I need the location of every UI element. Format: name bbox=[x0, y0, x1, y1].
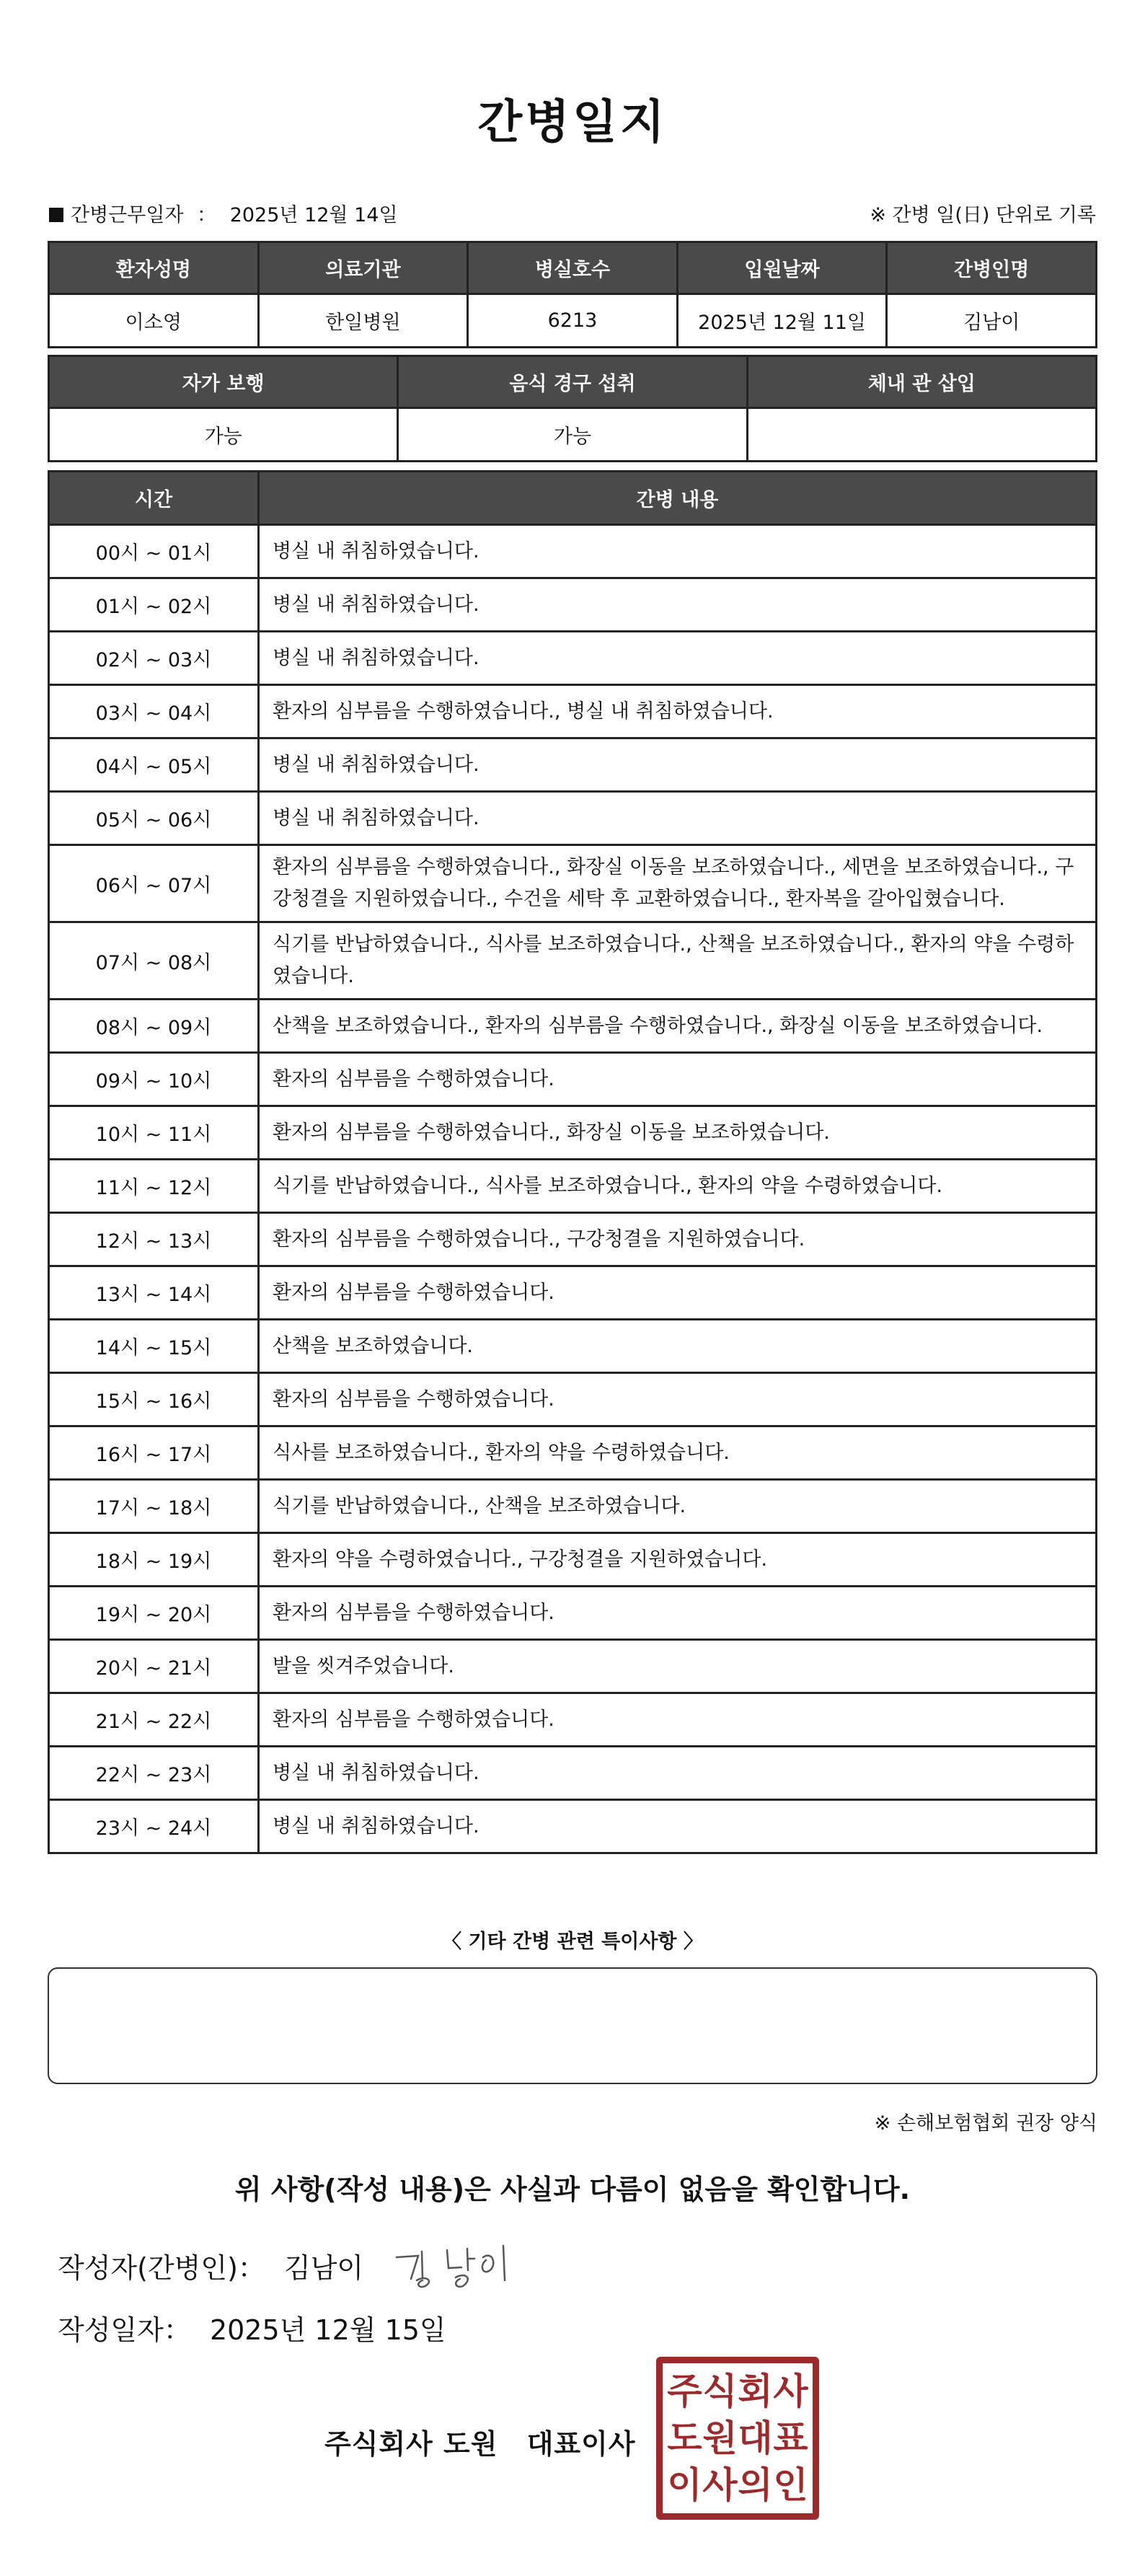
square-bullet-icon bbox=[49, 208, 63, 222]
care-log-table bbox=[48, 470, 1097, 1854]
recommend-note: ※ 손해보험협회 권장 양식 bbox=[874, 2112, 1097, 2135]
log-time-cell: 20시 ~ 21시 bbox=[49, 1640, 259, 1693]
header-patient-name: 환자성명 bbox=[49, 242, 259, 294]
header-admission-date: 입원날짜 bbox=[677, 242, 887, 294]
header-hospital: 의료기관 bbox=[258, 242, 468, 294]
table-row bbox=[49, 1266, 1097, 1320]
unit-note: ※ 간병 일(日) 단위로 기록 bbox=[870, 204, 1096, 226]
company-line bbox=[324, 2422, 636, 2461]
log-time-cell: 00시 ~ 01시 bbox=[49, 525, 259, 578]
log-content-cell: 병실 내 취침하였습니다. bbox=[259, 1747, 1097, 1800]
notes-box bbox=[48, 1967, 1097, 2084]
log-time-cell: 07시 ~ 08시 bbox=[49, 922, 259, 1000]
seal-character: 표 bbox=[773, 2416, 808, 2459]
patient-status-header-row bbox=[49, 356, 1097, 408]
seal-character: 도 bbox=[667, 2416, 702, 2459]
log-time-cell: 21시 ~ 22시 bbox=[49, 1693, 259, 1747]
log-time-cell: 10시 ~ 11시 bbox=[49, 1106, 259, 1160]
self-walking-value: 가능 bbox=[49, 408, 398, 462]
log-time-cell: 22시 ~ 23시 bbox=[49, 1747, 259, 1800]
log-content-cell: 환자의 심부름을 수행하였습니다. bbox=[259, 1693, 1097, 1747]
seal-character: 회 bbox=[738, 2369, 773, 2412]
table-row bbox=[49, 578, 1097, 632]
table-row bbox=[49, 1000, 1097, 1053]
log-time-cell: 04시 ~ 05시 bbox=[49, 738, 259, 792]
table-row bbox=[49, 1480, 1097, 1533]
log-time-cell: 03시 ~ 04시 bbox=[49, 685, 259, 738]
header-caregiver-name: 간병인명 bbox=[887, 242, 1097, 294]
page-title: 간병일지 bbox=[477, 96, 668, 149]
log-content-cell: 식기를 반납하였습니다., 식사를 보조하였습니다., 환자의 약을 수령하였습니다. bbox=[259, 1160, 1097, 1213]
care-log-body bbox=[49, 525, 1097, 1853]
header-oral-intake: 음식 경구 섭취 bbox=[398, 356, 747, 408]
log-content-cell: 산책을 보조하였습니다., 환자의 심부름을 수행하였습니다., 화장실 이동을 보조하였습니다. bbox=[259, 1000, 1097, 1053]
log-content-cell: 환자의 심부름을 수행하였습니다. bbox=[259, 1053, 1097, 1106]
log-content-cell: 식사를 보조하였습니다., 환자의 약을 수령하였습니다. bbox=[259, 1426, 1097, 1480]
header-tube-insertion: 체내 관 삽입 bbox=[747, 356, 1096, 408]
confirmation-statement: 위 사항(작성 내용)은 사실과 다름이 없음을 확인합니다. bbox=[234, 2174, 911, 2205]
table-row bbox=[49, 738, 1097, 792]
seal-character: 주 bbox=[667, 2369, 702, 2412]
log-time-cell: 13시 ~ 14시 bbox=[49, 1266, 259, 1320]
tube-insertion-value bbox=[747, 408, 1096, 462]
log-content-cell: 산책을 보조하였습니다. bbox=[259, 1320, 1097, 1373]
table-row bbox=[49, 525, 1097, 578]
table-row bbox=[49, 1426, 1097, 1480]
seal-character: 인 bbox=[773, 2463, 808, 2507]
log-content-cell: 환자의 심부름을 수행하였습니다., 구강청결을 지원하였습니다. bbox=[259, 1213, 1097, 1266]
log-content-cell: 병실 내 취침하였습니다. bbox=[259, 738, 1097, 792]
log-time-cell: 18시 ~ 19시 bbox=[49, 1533, 259, 1587]
log-content-cell: 환자의 심부름을 수행하였습니다. bbox=[259, 1373, 1097, 1426]
log-time-cell: 19시 ~ 20시 bbox=[49, 1587, 259, 1640]
log-time-cell: 08시 ~ 09시 bbox=[49, 1000, 259, 1053]
writer-name: 김남이 bbox=[284, 2252, 364, 2284]
log-content-cell: 병실 내 취침하였습니다. bbox=[259, 578, 1097, 632]
header-room-number: 병실호수 bbox=[468, 242, 678, 294]
table-row bbox=[49, 685, 1097, 738]
table-row bbox=[49, 792, 1097, 845]
seal-character: 이 bbox=[667, 2463, 702, 2507]
work-date-value: 2025년 12월 14일 bbox=[229, 204, 398, 226]
log-content-cell: 식기를 반납하였습니다., 산책을 보조하였습니다. bbox=[259, 1480, 1097, 1533]
work-date bbox=[49, 199, 398, 227]
admission-date-value: 2025년 12월 11일 bbox=[677, 294, 887, 348]
patient-info-header-row bbox=[49, 242, 1097, 294]
work-date-separator: ： bbox=[197, 204, 217, 226]
table-row bbox=[49, 1747, 1097, 1800]
table-row bbox=[49, 1800, 1097, 1853]
table-row bbox=[49, 1693, 1097, 1747]
log-time-cell: 09시 ~ 10시 bbox=[49, 1053, 259, 1106]
room-number-value: 6213 bbox=[468, 294, 678, 348]
table-row bbox=[49, 632, 1097, 685]
log-time-cell: 15시 ~ 16시 bbox=[49, 1373, 259, 1426]
log-time-cell: 01시 ~ 02시 bbox=[49, 578, 259, 632]
written-date-label: 작성일자： bbox=[58, 2314, 191, 2346]
notes-title: 〈 기타 간병 관련 특이사항 〉 bbox=[442, 1931, 703, 1953]
table-row bbox=[49, 845, 1097, 922]
patient-info-value-row bbox=[49, 294, 1097, 348]
table-row bbox=[49, 1160, 1097, 1213]
seal-character: 식 bbox=[702, 2369, 738, 2412]
patient-status-value-row bbox=[49, 408, 1097, 462]
log-time-cell: 14시 ~ 15시 bbox=[49, 1320, 259, 1373]
oral-intake-value: 가능 bbox=[398, 408, 747, 462]
log-content-cell: 병실 내 취침하였습니다. bbox=[259, 632, 1097, 685]
log-content-cell: 발을 씻겨주었습니다. bbox=[259, 1640, 1097, 1693]
log-time-cell: 23시 ~ 24시 bbox=[49, 1800, 259, 1853]
log-content-cell: 병실 내 취침하였습니다. bbox=[259, 792, 1097, 845]
writer-line bbox=[58, 2246, 363, 2285]
log-content-cell: 병실 내 취침하였습니다. bbox=[259, 525, 1097, 578]
table-row bbox=[49, 1533, 1097, 1587]
company-seal-stamp bbox=[656, 2357, 819, 2520]
writer-label: 작성자(간병인)： bbox=[58, 2252, 265, 2284]
written-date-line bbox=[58, 2308, 446, 2347]
log-content-cell: 환자의 심부름을 수행하였습니다. bbox=[259, 1266, 1097, 1320]
log-content-cell: 환자의 심부름을 수행하였습니다., 화장실 이동을 보조하였습니다. bbox=[259, 1106, 1097, 1160]
log-time-cell: 06시 ~ 07시 bbox=[49, 845, 259, 922]
table-row bbox=[49, 1640, 1097, 1693]
log-time-cell: 11시 ~ 12시 bbox=[49, 1160, 259, 1213]
company-name: 주식회사 도원 bbox=[324, 2428, 498, 2460]
written-date-value: 2025년 12월 15일 bbox=[209, 2314, 446, 2346]
log-time-cell: 16시 ~ 17시 bbox=[49, 1426, 259, 1480]
log-time-cell: 02시 ~ 03시 bbox=[49, 632, 259, 685]
patient-name-value: 이소영 bbox=[49, 294, 259, 348]
table-row bbox=[49, 922, 1097, 1000]
log-content-cell: 환자의 약을 수령하였습니다., 구강청결을 지원하였습니다. bbox=[259, 1533, 1097, 1587]
seal-character: 대 bbox=[738, 2416, 773, 2459]
log-content-cell: 환자의 심부름을 수행하였습니다., 화장실 이동을 보조하였습니다., 세면을 보조하였습니다., 구강청결을 지원하였습니다., 수건을 세탁 후 교환하였습니다., 환자복을 갈아입혔습니다. bbox=[259, 845, 1097, 922]
patient-status-table bbox=[48, 355, 1097, 462]
handwritten-signature bbox=[389, 2236, 519, 2293]
log-time-cell: 05시 ~ 06시 bbox=[49, 792, 259, 845]
table-row bbox=[49, 1213, 1097, 1266]
seal-character: 원 bbox=[702, 2416, 738, 2459]
log-time-cell: 17시 ~ 18시 bbox=[49, 1480, 259, 1533]
log-content-cell: 식기를 반납하였습니다., 식사를 보조하였습니다., 산책을 보조하였습니다., 환자의 약을 수령하였습니다. bbox=[259, 922, 1097, 1000]
header-time: 시간 bbox=[49, 472, 259, 525]
seal-character: 의 bbox=[738, 2463, 773, 2507]
patient-info-table bbox=[48, 241, 1097, 348]
log-content-cell: 환자의 심부름을 수행하였습니다., 병실 내 취침하였습니다. bbox=[259, 685, 1097, 738]
seal-character: 사 bbox=[773, 2369, 808, 2412]
header-self-walking: 자가 보행 bbox=[49, 356, 398, 408]
log-content-cell: 환자의 심부름을 수행하였습니다. bbox=[259, 1587, 1097, 1640]
log-content-cell: 병실 내 취침하였습니다. bbox=[259, 1800, 1097, 1853]
hospital-value: 한일병원 bbox=[258, 294, 468, 348]
table-row bbox=[49, 1320, 1097, 1373]
caregiver-name-value: 김남이 bbox=[887, 294, 1097, 348]
log-time-cell: 12시 ~ 13시 bbox=[49, 1213, 259, 1266]
table-row bbox=[49, 1053, 1097, 1106]
header-care-content: 간병 내용 bbox=[259, 472, 1097, 525]
care-log-header-row bbox=[49, 472, 1097, 525]
work-date-label: 간병근무일자 bbox=[71, 204, 184, 226]
company-role: 대표이사 bbox=[526, 2428, 636, 2460]
table-row bbox=[49, 1587, 1097, 1640]
seal-character: 사 bbox=[702, 2463, 738, 2507]
table-row bbox=[49, 1106, 1097, 1160]
table-row bbox=[49, 1373, 1097, 1426]
